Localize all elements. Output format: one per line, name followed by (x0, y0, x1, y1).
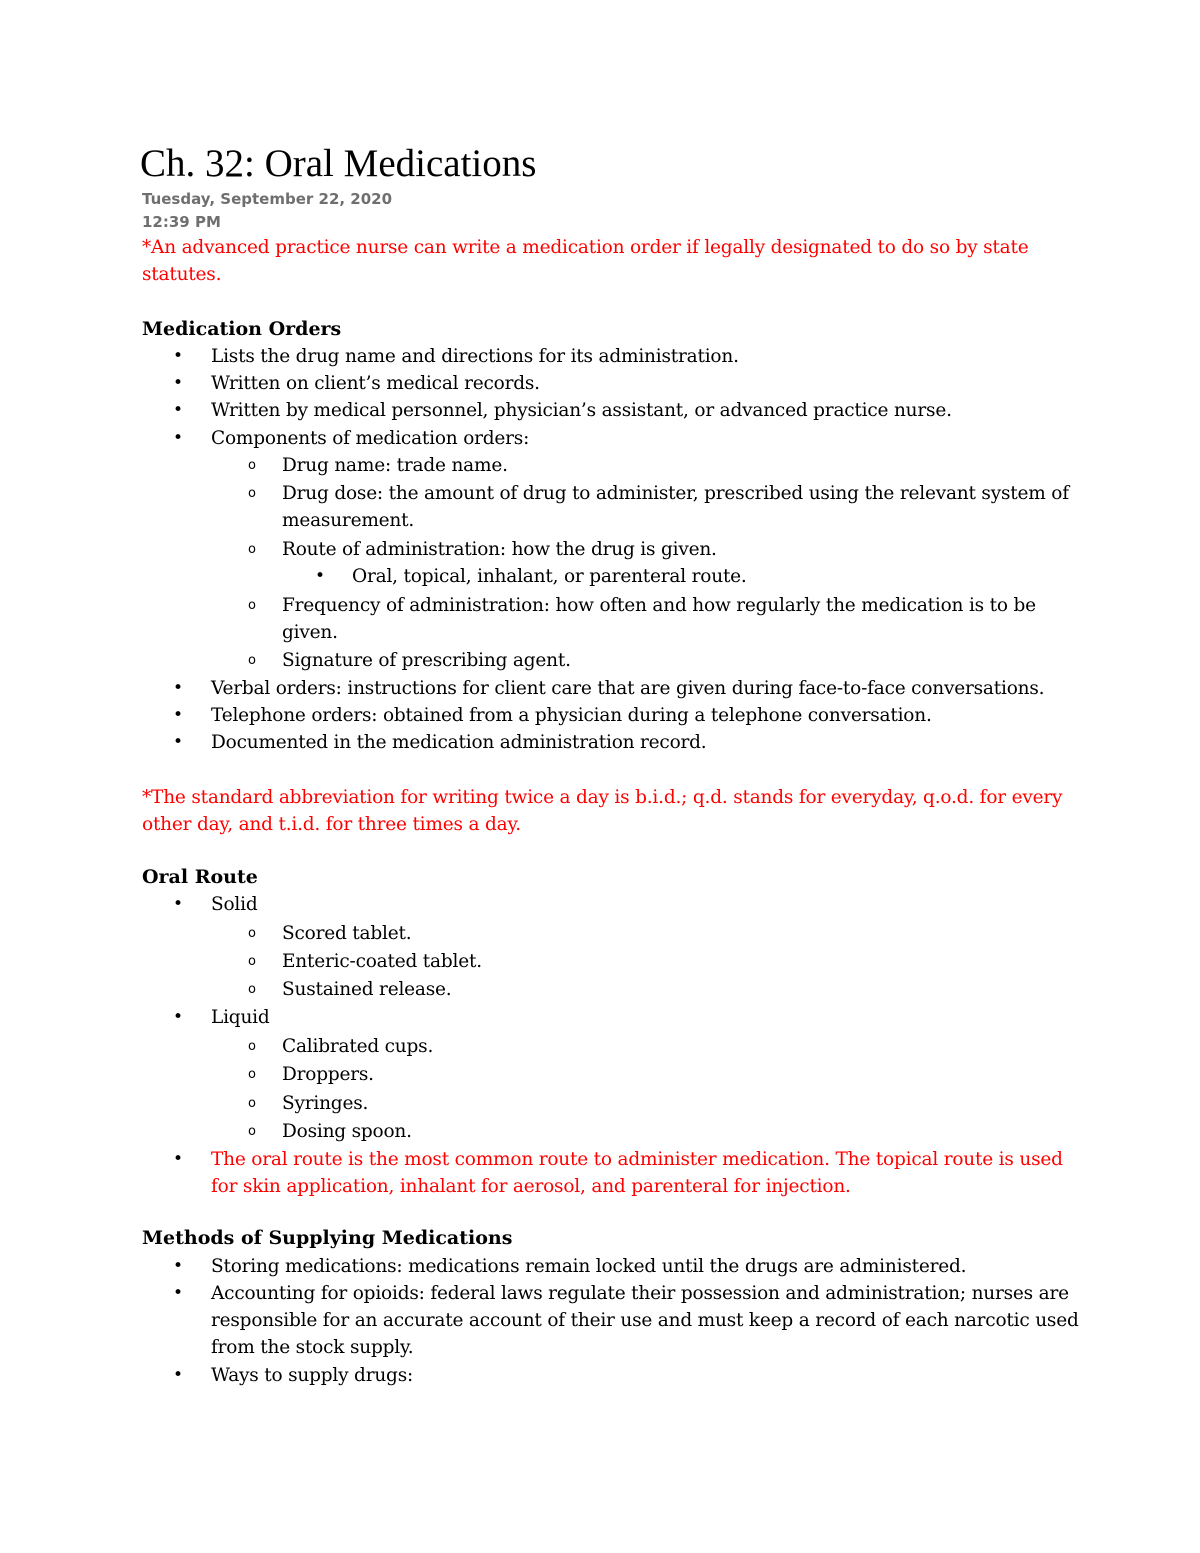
section-heading-oral-route: Oral Route (142, 866, 258, 888)
note-time: 12:39 PM (142, 213, 221, 231)
sub-list-item: Dosing spoon. (282, 1121, 412, 1142)
sub-list-item: Scored tablet. (282, 923, 412, 944)
bullet-icon: • (173, 428, 184, 448)
sub-list-item: Drug name: trade name. (282, 455, 508, 476)
list-item: Components of medication orders: (211, 428, 530, 449)
sub-bullet-icon: o (248, 1067, 256, 1082)
bullet-icon: • (173, 894, 184, 914)
list-item: Written by medical personnel, physician’s assistant, or advanced practice nurse. (211, 400, 952, 421)
list-item: Lists the drug name and directions for its administration. (211, 346, 739, 367)
bullet-icon: • (173, 678, 184, 698)
sub-list-item: Frequency of administration: how often and how regularly the medication is to be given. (282, 595, 1036, 643)
sub-sub-list-item: Oral, topical, inhalant, or parenteral route. (352, 566, 747, 587)
bullet-icon: • (173, 1149, 184, 1169)
sub-bullet-icon: o (248, 653, 256, 668)
bullet-icon: • (173, 1365, 184, 1385)
sub-bullet-icon: o (248, 1124, 256, 1139)
bullet-icon: • (173, 705, 184, 725)
bullet-icon: • (315, 566, 326, 586)
sub-list-item: Signature of prescribing agent. (282, 650, 571, 671)
bullet-icon: • (173, 400, 184, 420)
list-item: Telephone orders: obtained from a physician during a telephone conversation. (211, 705, 932, 726)
sub-bullet-icon: o (248, 954, 256, 969)
list-item: Solid (211, 894, 258, 915)
list-item: Storing medications: medications remain locked until the drugs are administered. (211, 1256, 967, 1277)
bullet-icon: • (173, 373, 184, 393)
sub-list-item: Droppers. (282, 1064, 374, 1085)
list-item-highlight: The oral route is the most common route to administer medication. The topical route is used for skin application, inhalant for aerosol, and parenteral for injection. (211, 1149, 1063, 1197)
bullet-icon: • (173, 732, 184, 752)
bullet-icon: • (173, 1007, 184, 1027)
list-item: Written on client’s medical records. (211, 373, 540, 394)
note-abbreviations: *The standard abbreviation for writing twice a day is b.i.d.; q.d. stands for everyday, q.o.d. for every other day, and t.i.d. for three times a day. (142, 787, 1063, 835)
note-date: Tuesday, September 22, 2020 (142, 190, 393, 208)
sub-list-item: Drug dose: the amount of drug to administer, prescribed using the relevant system of measurement. (282, 483, 1069, 531)
bullet-icon: • (173, 346, 184, 366)
list-item: Verbal orders: instructions for client care that are given during face-to-face conversations. (211, 678, 1045, 699)
sub-bullet-icon: o (248, 982, 256, 997)
sub-list-item: Sustained release. (282, 979, 452, 1000)
page-title: Ch. 32: Oral Medications (140, 142, 537, 185)
sub-bullet-icon: o (248, 598, 256, 613)
sub-list-item: Syringes. (282, 1093, 369, 1114)
bullet-icon: • (173, 1283, 184, 1303)
list-item: Accounting for opioids: federal laws regulate their possession and administration; nurses are responsible for an accurate account of their use and must keep a record of each narcotic used from the stock supply. (211, 1283, 1079, 1358)
sub-bullet-icon: o (248, 1039, 256, 1054)
list-item: Documented in the medication administration record. (211, 732, 707, 753)
note-advanced-practice: *An advanced practice nurse can write a medication order if legally designated to do so by state statutes. (142, 237, 1029, 285)
sub-bullet-icon: o (248, 458, 256, 473)
list-item: Ways to supply drugs: (211, 1365, 414, 1386)
sub-bullet-icon: o (248, 926, 256, 941)
sub-bullet-icon: o (248, 1096, 256, 1111)
section-heading-medication-orders: Medication Orders (142, 318, 342, 340)
sub-bullet-icon: o (248, 542, 256, 557)
list-item: Liquid (211, 1007, 270, 1028)
bullet-icon: • (173, 1256, 184, 1276)
sub-list-item: Route of administration: how the drug is given. (282, 539, 717, 560)
sub-list-item: Enteric-coated tablet. (282, 951, 482, 972)
sub-bullet-icon: o (248, 486, 256, 501)
sub-list-item: Calibrated cups. (282, 1036, 434, 1057)
section-heading-supplying-medications: Methods of Supplying Medications (142, 1227, 513, 1249)
